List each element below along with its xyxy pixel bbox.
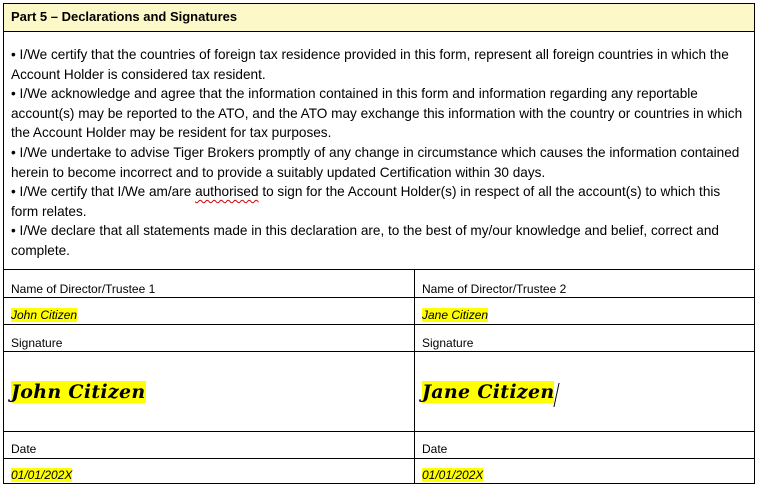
- date-value-1: 01/01/202X: [11, 468, 73, 482]
- column-divider: [414, 269, 415, 483]
- signature-field-1[interactable]: [11, 381, 146, 403]
- table-divider: [4, 324, 754, 325]
- declaration-item: • I/We certify that the countries of foreign tax residence provided in this form, represent all foreign countries in which the Account Holder is considered tax resident.: [11, 47, 729, 82]
- table-divider: [4, 351, 754, 352]
- signature-field-2[interactable]: [422, 381, 557, 407]
- spellcheck-flagged-word: authorised: [195, 184, 259, 200]
- signature-label-1: Signature: [11, 336, 63, 350]
- date-value-2: 01/01/202X: [422, 468, 484, 482]
- name-value-2: Jane Citizen: [422, 308, 489, 322]
- declaration-item: [11, 182, 744, 221]
- declarations-list: [11, 45, 744, 261]
- section-title: Part 5 – Declarations and Signatures: [11, 9, 238, 24]
- table-divider: [4, 431, 754, 432]
- table-divider: [4, 269, 754, 270]
- declaration-item: • I/We declare that all statements made in this declaration are, to the best of my/our knowledge and belief, correct and complete.: [11, 223, 719, 258]
- declaration-item: • I/We acknowledge and agree that the information contained in this form and information regarding any reportable account(s) may be reported to the ATO, and the ATO may exchange this information with the country or countries in which the Account Holder may be resident for tax purposes.: [11, 86, 743, 141]
- name-field-1[interactable]: [11, 308, 77, 322]
- signature-value-2: Jane Citizen: [422, 381, 555, 403]
- declaration-item: • I/We undertake to advise Tiger Brokers promptly of any change in circumstance which causes the information contained herein to become incorrect and to provide a suitably updated Certification within 30 days.: [11, 144, 740, 180]
- signature-value-1: John Citizen: [11, 381, 146, 403]
- table-divider: [4, 297, 754, 298]
- name-label-1: Name of Director/Trustee 1: [11, 282, 156, 296]
- date-field-1[interactable]: [11, 468, 72, 482]
- text-cursor: [554, 383, 560, 407]
- declaration-text: • I/We certify that I/We am/are: [11, 184, 196, 200]
- section-header: [4, 4, 754, 32]
- date-label-2: Date: [422, 442, 448, 456]
- declaration-text: to sign for the Account Holder(s) in respect of all the account(s) to which this form relates.: [11, 184, 721, 219]
- date-field-2[interactable]: [422, 468, 483, 482]
- declarations-form: [3, 3, 755, 484]
- name-field-2[interactable]: [422, 308, 488, 322]
- signature-label-2: Signature: [422, 336, 474, 350]
- date-label-1: Date: [11, 442, 37, 456]
- name-label-2: Name of Director/Trustee 2: [422, 282, 567, 296]
- name-value-1: John Citizen: [11, 308, 78, 322]
- table-divider: [4, 458, 754, 459]
